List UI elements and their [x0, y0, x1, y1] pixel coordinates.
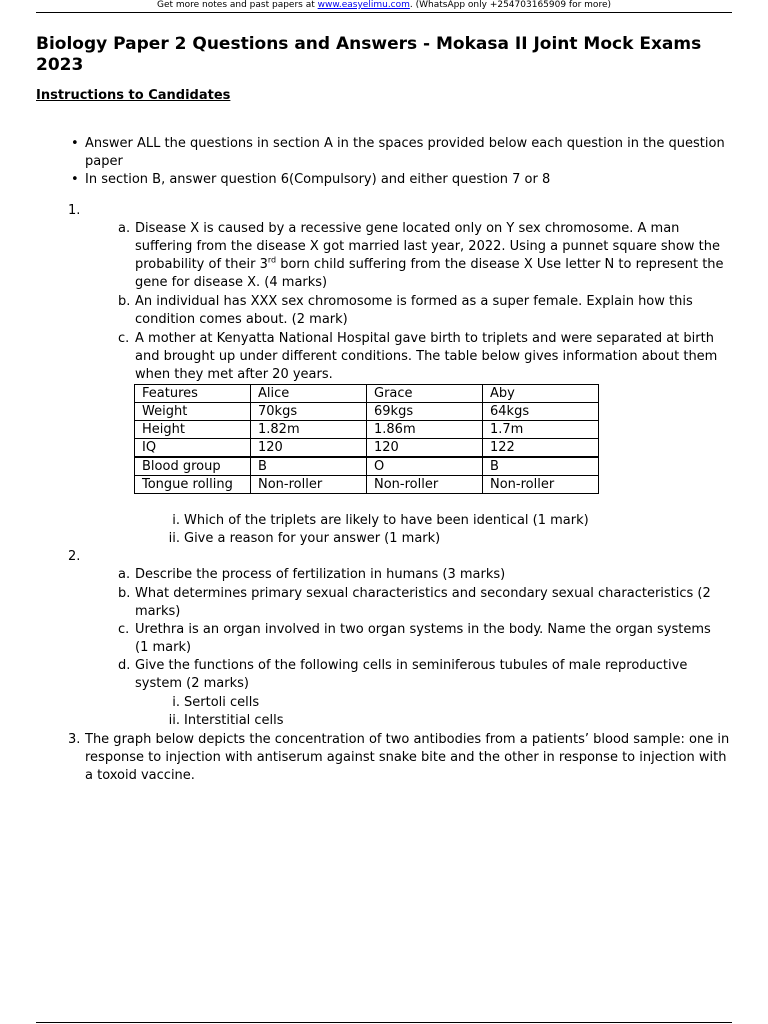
table-cell: 1.82m	[251, 421, 367, 439]
question-3-text: The graph below depicts the concentration of two antibodies from a patients’ blood sample: one in response to injection with antiserum against snake bite and the other in response to injection with a toxoid vaccine.	[85, 732, 730, 783]
question-label: i.	[172, 695, 180, 710]
question-2a	[118, 566, 725, 584]
question-text: An individual has XXX sex chromosome is formed as a super female. Explain how this condition comes about. (2 mark)	[135, 294, 693, 327]
top-banner	[36, 0, 732, 13]
question-label: b.	[118, 294, 131, 309]
website-link[interactable]: www.easyelimu.com	[317, 0, 410, 10]
table-cell: Blood group	[135, 457, 251, 476]
table-row	[135, 457, 599, 476]
table-row	[135, 421, 599, 439]
question-text: Describe the process of fertilization in humans (3 marks)	[135, 567, 506, 582]
question-1-number: 1.	[68, 203, 81, 218]
question-2d	[118, 657, 725, 693]
question-2-number: 2.	[68, 549, 81, 564]
question-1a	[118, 220, 725, 292]
question-text: Disease X is caused by a recessive gene located only on Y sex chromosome. A man suffering from the disease X got married last year, 2022. Using a punnet square show the probability of their 3	[135, 221, 720, 272]
question-label: c.	[118, 331, 130, 346]
question-label: ii.	[168, 531, 180, 546]
question-text: Give a reason for your answer (1 mark)	[184, 531, 441, 546]
triplets-table	[134, 384, 599, 494]
table-cell: 69kgs	[367, 403, 483, 421]
question-2d-ii	[168, 712, 284, 730]
question-1c	[118, 330, 725, 384]
table-cell: B	[251, 457, 367, 476]
question-text: Interstitial cells	[184, 713, 284, 728]
table-cell: B	[483, 457, 599, 476]
table-cell: IQ	[135, 439, 251, 458]
question-label: ii.	[168, 713, 180, 728]
question-text: What determines primary sexual characteristics and secondary sexual characteristics (2 marks)	[135, 586, 711, 619]
question-text: born child suffering from the disease X Use letter N to represent the gene for disease X. (4 marks)	[135, 257, 724, 290]
table-header-row	[135, 385, 599, 403]
table-header: Aby	[483, 385, 599, 403]
question-text: Which of the triplets are likely to have been identical (1 mark)	[184, 513, 589, 528]
instructions-list	[68, 135, 728, 189]
question-label: a.	[118, 567, 131, 582]
table-cell: Weight	[135, 403, 251, 421]
table-cell: 70kgs	[251, 403, 367, 421]
table-row	[135, 476, 599, 494]
list-item: • Answer ALL the questions in section A in the spaces provided below each question in the question paper	[68, 135, 728, 171]
table-cell: 122	[483, 439, 599, 458]
question-1c-i	[172, 512, 589, 530]
list-item: • In section B, answer question 6(Compulsory) and either question 7 or 8	[68, 171, 728, 189]
table-cell: O	[367, 457, 483, 476]
question-text: A mother at Kenyatta National Hospital gave birth to triplets and were separated at birth and brought up under different conditions. The table below gives information about them when they met after 20 years.	[135, 331, 718, 382]
table-cell: 64kgs	[483, 403, 599, 421]
banner-prefix: Get more notes and past papers at	[156, 0, 318, 10]
question-label: b.	[118, 586, 131, 601]
superscript: rd	[267, 255, 277, 265]
table-header: Alice	[251, 385, 367, 403]
table-cell: Non-roller	[251, 476, 367, 494]
question-1b	[118, 293, 725, 329]
question-label: a.	[118, 221, 131, 236]
table-cell: Non-roller	[367, 476, 483, 494]
footer-divider	[36, 1022, 732, 1023]
question-label: i.	[172, 513, 180, 528]
table-header: Grace	[367, 385, 483, 403]
page-title: Biology Paper 2 Questions and Answers - Mokasa II Joint Mock Exams 2023	[36, 34, 702, 75]
table-cell: 1.86m	[367, 421, 483, 439]
question-2b	[118, 585, 725, 621]
question-2d-i	[172, 694, 260, 712]
question-2c	[118, 621, 725, 657]
table-row	[135, 403, 599, 421]
table-cell: 120	[367, 439, 483, 458]
question-text: Urethra is an organ involved in two organ systems in the body. Name the organ systems (1 mark)	[135, 622, 711, 655]
instructions-heading: Instructions to Candidates	[36, 88, 231, 103]
table-row	[135, 439, 599, 458]
question-label: d.	[118, 658, 131, 673]
table-cell: 1.7m	[483, 421, 599, 439]
table-header: Features	[135, 385, 251, 403]
table-cell: 120	[251, 439, 367, 458]
banner-suffix: . (WhatsApp only +254703165909 for more)	[409, 0, 611, 10]
question-3-number: 3.	[68, 732, 81, 747]
question-label: c.	[118, 622, 130, 637]
table-cell: Non-roller	[483, 476, 599, 494]
question-1c-ii	[168, 530, 441, 548]
question-text: Sertoli cells	[184, 695, 260, 710]
table-cell: Height	[135, 421, 251, 439]
table-cell: Tongue rolling	[135, 476, 251, 494]
question-text: Give the functions of the following cells in seminiferous tubules of male reproductive system (2 marks)	[135, 658, 688, 691]
